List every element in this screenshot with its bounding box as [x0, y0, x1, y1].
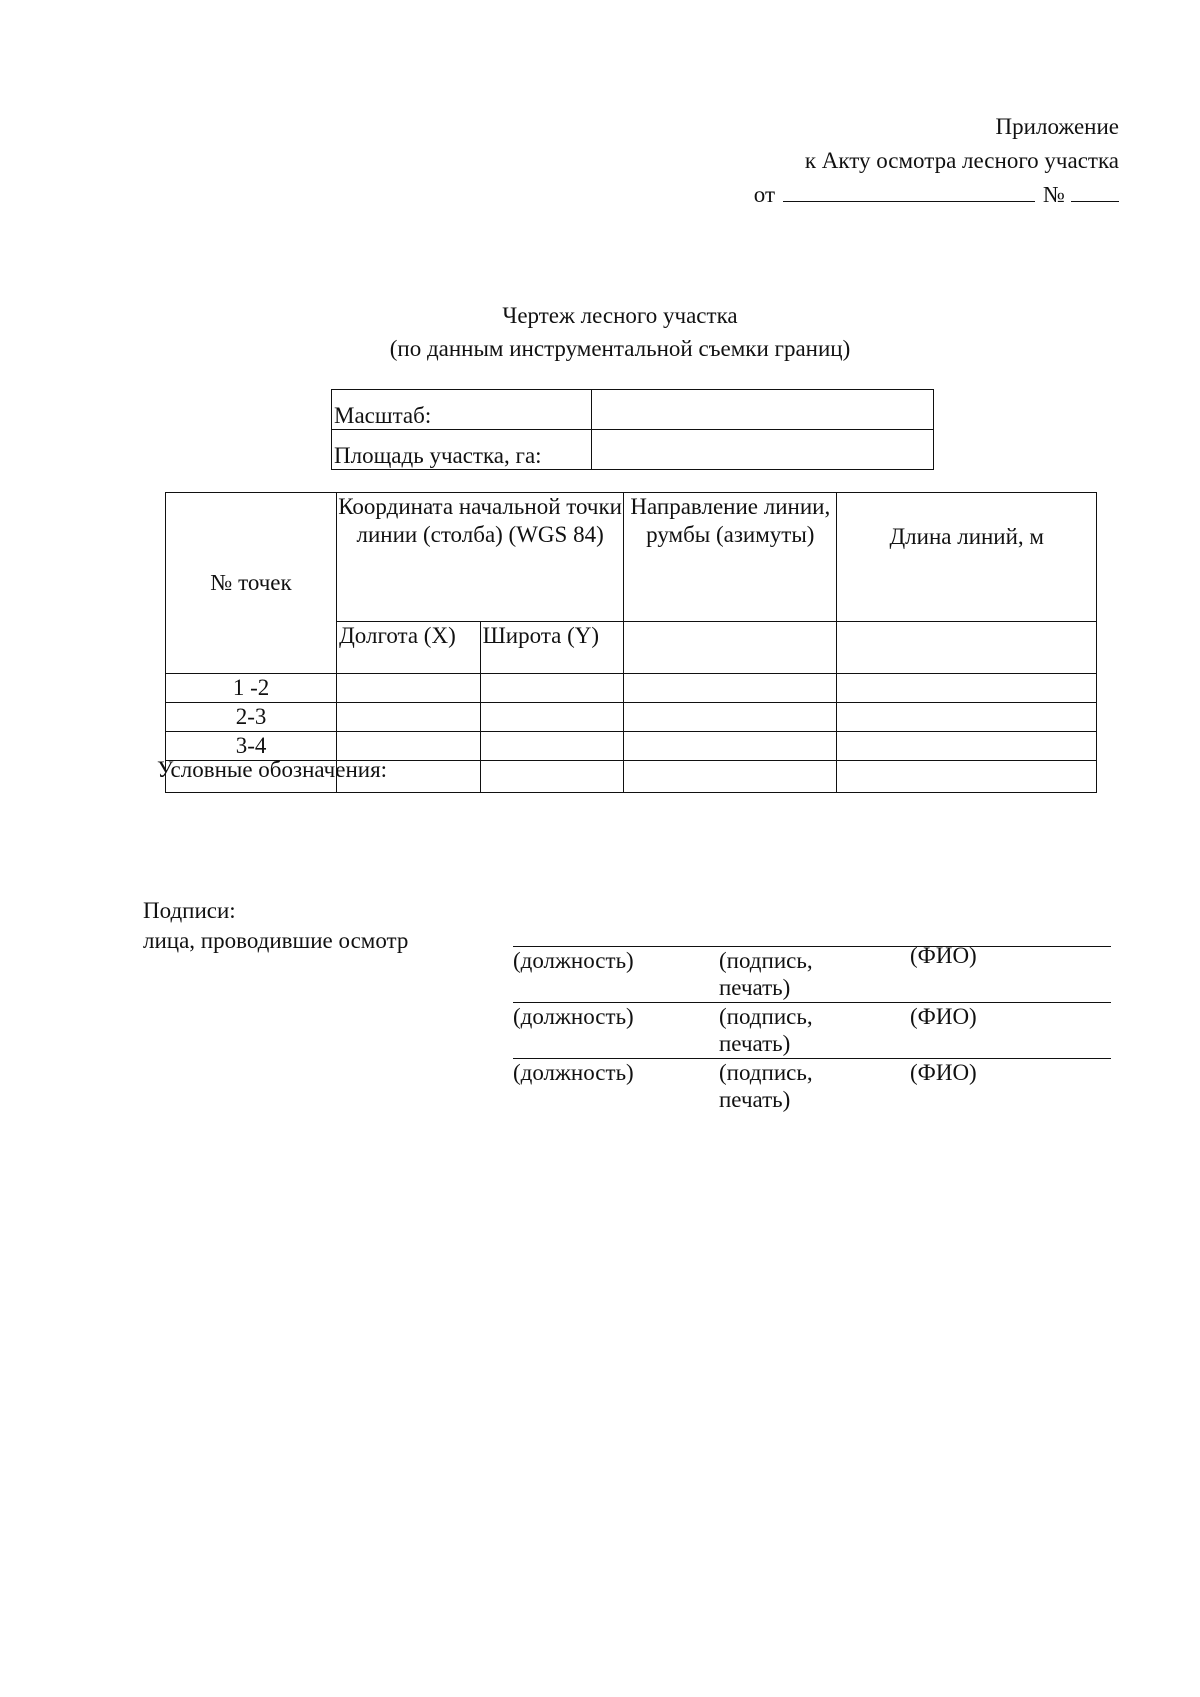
- direction-cell: [624, 703, 837, 732]
- signature-line: [513, 1002, 1111, 1059]
- scale-row: [332, 390, 934, 430]
- signatures-subtitle: лица, проводившие осмотр: [143, 928, 409, 953]
- signatures-heading: [143, 896, 408, 956]
- direction-header: Направление линии, румбы (азимуты): [624, 493, 837, 622]
- scale-area-table: [331, 389, 934, 470]
- latitude-cell: [480, 732, 624, 761]
- point-cell: 3-4: [166, 732, 337, 761]
- drawing-title-line1: Чертеж лесного участка: [502, 303, 738, 328]
- signature-caption: (подпись, печать): [719, 1004, 813, 1056]
- coordinates-table: [165, 492, 1097, 793]
- area-row: [332, 430, 934, 470]
- longitude-header: Долгота (X): [337, 622, 481, 674]
- table-row: [166, 674, 1097, 703]
- name-caption: (ФИО): [910, 943, 977, 968]
- from-label: от: [753, 182, 776, 207]
- latitude-header: Широта (Y): [480, 622, 624, 674]
- signature-line: [513, 1058, 1111, 1115]
- length-header: Длина линий, м: [837, 493, 1097, 622]
- scale-label: Масштаб:: [332, 390, 592, 430]
- signature-caption: (подпись, печать): [719, 948, 813, 1000]
- point-cell: 1 -2: [166, 674, 337, 703]
- appendix-date-number-line: [754, 178, 1119, 212]
- points-header: № точек: [166, 493, 337, 674]
- length-cell: [837, 703, 1097, 732]
- number-blank-field: [1071, 181, 1119, 202]
- longitude-cell: [337, 674, 481, 703]
- direction-sub-cell: [624, 622, 837, 674]
- area-label: Площадь участка, га:: [332, 430, 592, 470]
- length-sub-cell: [837, 622, 1097, 674]
- name-caption: (ФИО): [910, 1004, 977, 1029]
- drawing-title: [0, 299, 1200, 365]
- coordinate-header: Координата начальной точки линии (столба) (WGS 84): [337, 493, 624, 622]
- signature-caption: (подпись, печать): [719, 1060, 813, 1112]
- position-caption: (должность): [513, 948, 634, 973]
- scale-value-cell: [592, 390, 934, 430]
- area-value-cell: [592, 430, 934, 470]
- point-cell: 2-3: [166, 703, 337, 732]
- latitude-cell: [480, 703, 624, 732]
- direction-cell: [624, 732, 837, 761]
- length-cell: [837, 761, 1097, 793]
- legend-label: Условные обозначения:: [157, 757, 388, 782]
- latitude-cell: [480, 761, 624, 793]
- length-cell: [837, 674, 1097, 703]
- table-row: [166, 703, 1097, 732]
- signatures-title: Подписи:: [143, 898, 236, 923]
- position-caption: (должность): [513, 1060, 634, 1085]
- appendix-title: Приложение: [995, 114, 1119, 139]
- appendix-subtitle: к Акту осмотра лесного участка: [804, 148, 1119, 173]
- longitude-cell: [337, 703, 481, 732]
- latitude-cell: [480, 674, 624, 703]
- appendix-header: [754, 110, 1119, 212]
- date-blank-field: [783, 181, 1035, 202]
- number-label: №: [1043, 182, 1065, 207]
- position-caption: (должность): [513, 1004, 634, 1029]
- signature-line: [513, 943, 1111, 1003]
- drawing-title-line2: (по данным инструментальной съемки границ): [389, 336, 851, 361]
- direction-cell: [624, 761, 837, 793]
- coordinates-header-row: [166, 493, 1097, 622]
- name-caption: (ФИО): [910, 1060, 977, 1085]
- length-cell: [837, 732, 1097, 761]
- direction-cell: [624, 674, 837, 703]
